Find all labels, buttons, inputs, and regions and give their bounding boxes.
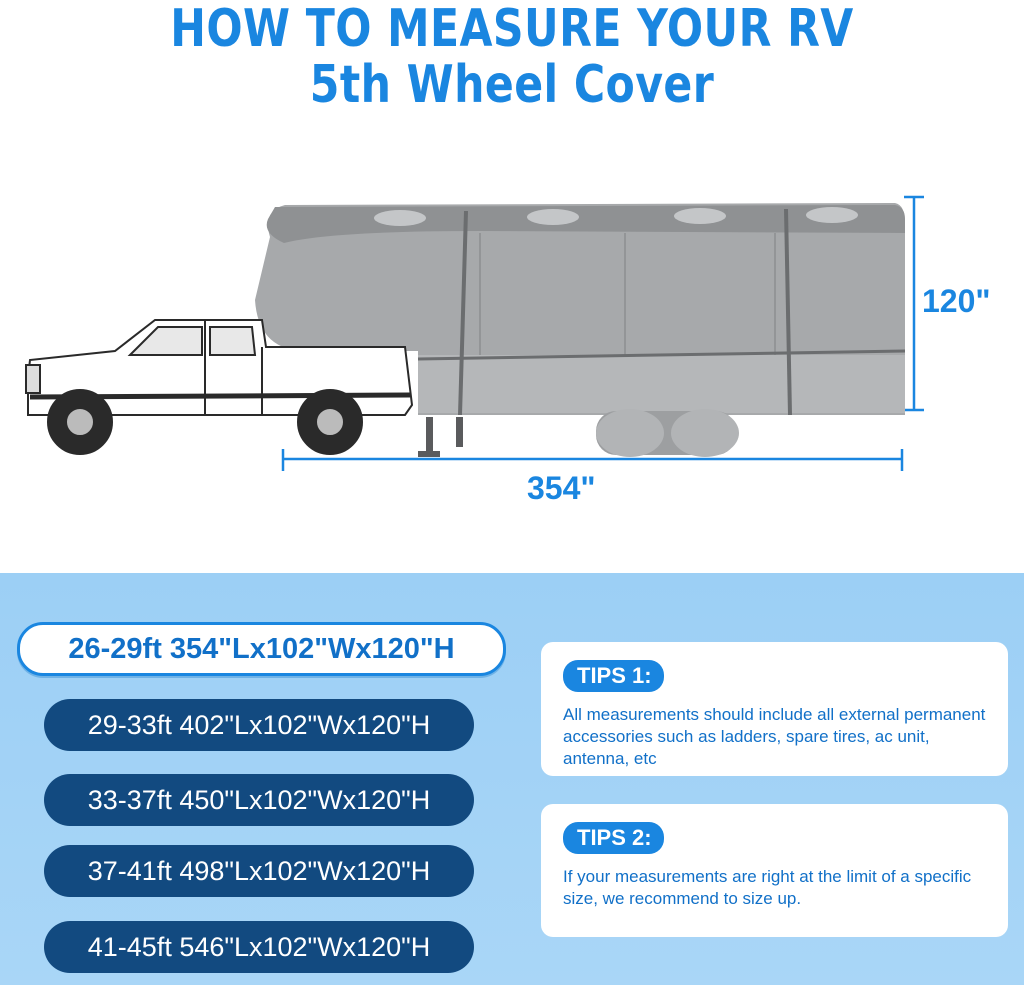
size-option-37-41ft[interactable]: 37-41ft 498"Lx102"Wx120"H <box>44 845 474 897</box>
size-option-33-37ft[interactable]: 33-37ft 450"Lx102"Wx120"H <box>44 774 474 826</box>
height-dimension-line <box>904 197 924 410</box>
length-dimension-label: 354" <box>527 470 596 506</box>
rv-illustration <box>0 115 1024 505</box>
page-subtitle: 5th Wheel Cover <box>309 55 715 115</box>
page-title: HOW TO MEASURE YOUR RV <box>170 0 854 59</box>
length-dimension-line <box>283 449 902 471</box>
tip-card-2 <box>541 804 1008 937</box>
tip-text-1: All measurements should include all external permanent accessories such as ladders, spare tires, ac unit, antenna, etc <box>563 705 986 768</box>
size-option-29-33ft[interactable]: 29-33ft 402"Lx102"Wx120"H <box>44 699 474 751</box>
size-option-26-29ft[interactable]: 26-29ft 354"Lx102"Wx120"H <box>17 622 506 676</box>
size-option-41-45ft[interactable]: 41-45ft 546"Lx102"Wx120"H <box>44 921 474 973</box>
tip-text-2: If your measurements are right at the limit of a specific size, we recommend to size up. <box>563 867 972 908</box>
tip-badge-1: TIPS 1: <box>563 660 664 692</box>
height-dimension-label: 120" <box>922 283 991 319</box>
tip-card-1 <box>541 642 1008 776</box>
tip-badge-2: TIPS 2: <box>563 822 664 854</box>
